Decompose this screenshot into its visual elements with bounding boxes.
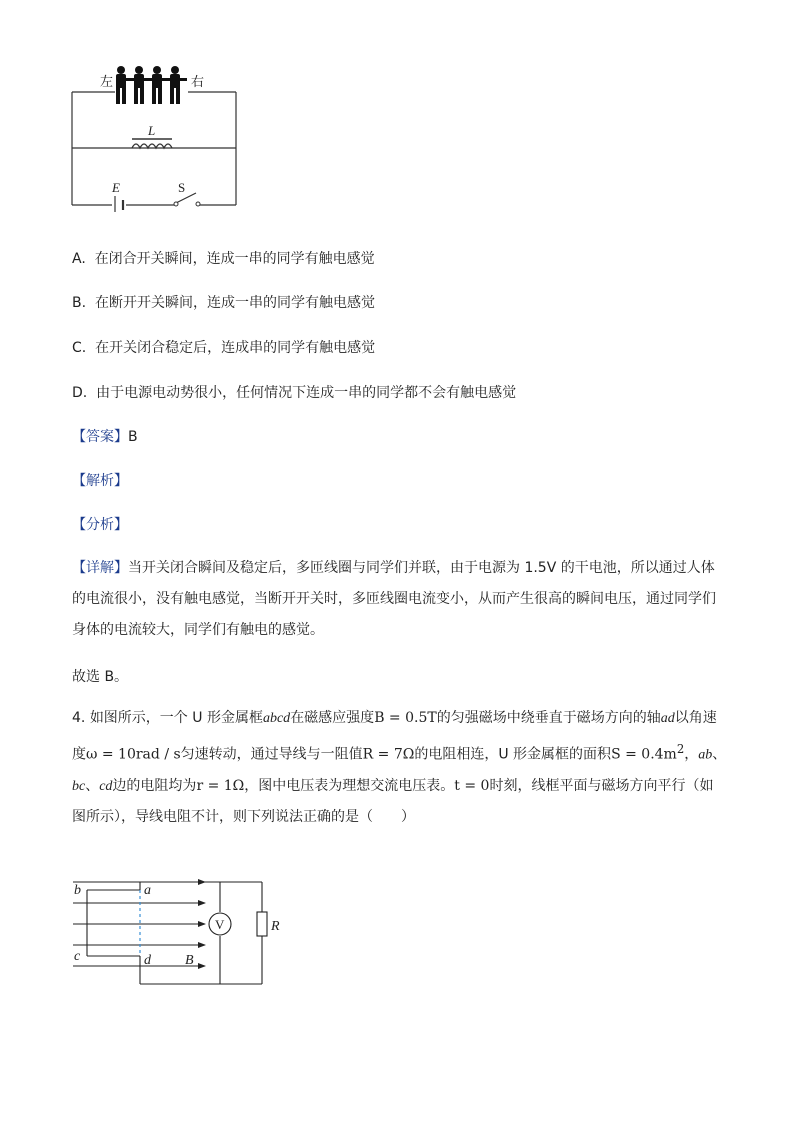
conclusion: 故选 B。 [72, 669, 129, 685]
detail-label: 【详解】 [72, 560, 128, 576]
label-a: a [144, 883, 151, 898]
label-inductor: L [148, 123, 156, 138]
circuit-figure-2 [65, 858, 295, 990]
answer-value: B [128, 429, 138, 445]
label-R: R [271, 919, 280, 934]
label-switch: S [178, 180, 186, 195]
analysis-label: 【解析】 [72, 473, 128, 489]
label-c: c [74, 949, 81, 964]
students-icon [116, 66, 187, 104]
fenxi-label: 【分析】 [72, 517, 128, 533]
label-right: 右 [191, 74, 205, 89]
option-b: B. 在断开开关瞬间，连成一串的同学有触电感觉 [72, 295, 375, 311]
label-voltmeter: V [215, 917, 225, 932]
answer-line [72, 426, 138, 446]
detail-paragraph [72, 553, 722, 646]
option-d: D. 由于电源电动势很小，任何情况下连成一串的同学都不会有触电感觉 [72, 385, 517, 401]
option-c: C. 在开关闭合稳定后，连成串的同学有触电感觉 [72, 340, 376, 356]
label-b: b [74, 883, 81, 898]
label-d: d [144, 953, 151, 968]
option-a: A. 在闭合开关瞬间，连成一串的同学有触电感觉 [72, 251, 375, 267]
answer-label: 【答案】 [72, 429, 128, 445]
circuit-figure-1 [60, 62, 250, 212]
label-B: B [185, 953, 194, 968]
detail-text: 当开关闭合瞬间及稳定后，多匝线圈与同学们并联，由于电源为 1.5V 的干电池，所以通过人体的电流很小，没有触电感觉，当断开开关时，多匝线圈电流变小，从而产生很高的瞬间电压，通过同学们身体的电流较大，同学们有触电的感觉。 [72, 560, 716, 638]
label-left: 左 [100, 74, 114, 89]
question-4: 4. 如图所示，一个 U 形金属框abcd在磁感应强度B = 0.5T的匀强磁场中绕垂直于磁场方向的轴ad以角速度ω = 10rad / s匀速转动，通过导线与一阻值R = 7Ω的电阻相连，U 形金属框的面积$S = 0.4m^2$，ab、bc、cd边的电阻均为r = 1Ω，图中电压表为理想交流电压表。t = 0时刻，线框平面与磁场方向平行（如图所示），导线电阻不计，则下列说法正确的是（ ） [72, 710, 727, 825]
inductor-icon [132, 144, 172, 148]
label-emf: E [112, 180, 120, 195]
